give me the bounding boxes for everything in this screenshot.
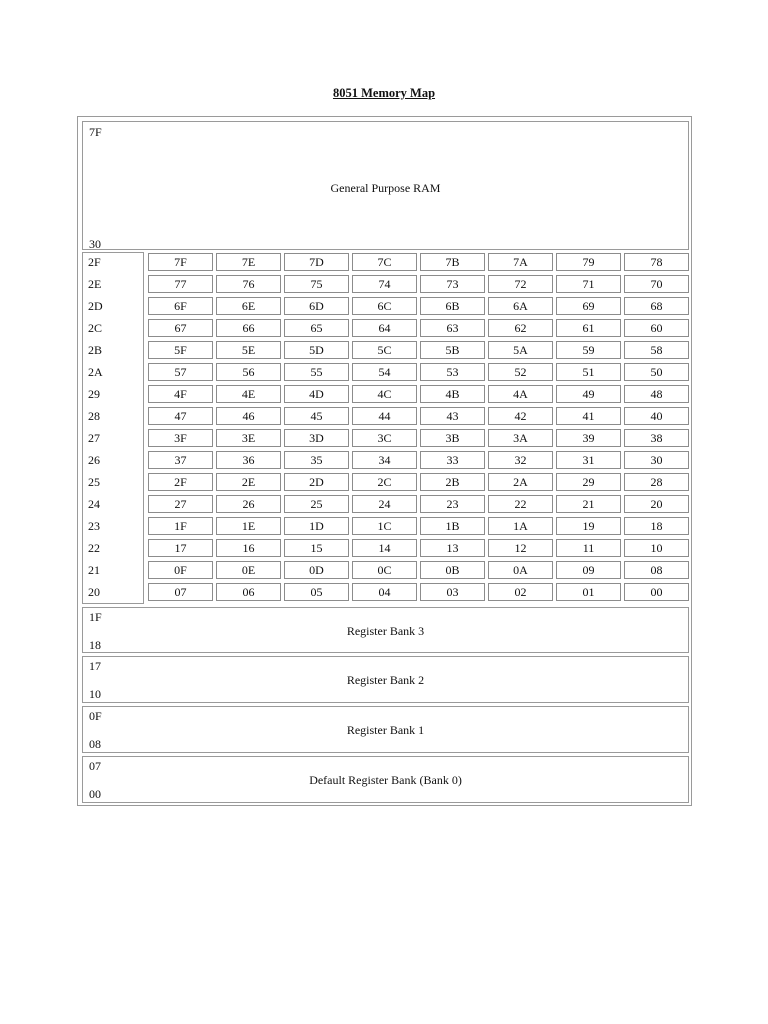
bit-address-cell: 54 <box>352 363 417 381</box>
bit-address-cell: 7D <box>284 253 349 271</box>
bit-address-cell: 71 <box>556 275 621 293</box>
memory-map-table <box>77 116 692 806</box>
bit-address-cell: 5D <box>284 341 349 359</box>
byte-address: 25 <box>88 475 100 489</box>
bit-address-cell: 47 <box>148 407 213 425</box>
bit-address-cell: 51 <box>556 363 621 381</box>
bit-address-cell: 03 <box>420 583 485 601</box>
bit-address-cell: 60 <box>624 319 689 337</box>
bit-address-cell: 24 <box>352 495 417 513</box>
bit-address-cell: 7C <box>352 253 417 271</box>
byte-address: 2C <box>88 321 103 335</box>
byte-address: 28 <box>88 409 100 423</box>
register-bank-3-section <box>82 607 689 653</box>
bit-address-cell: 6B <box>420 297 485 315</box>
bit-address-cell: 18 <box>624 517 689 535</box>
bit-address-cell: 2B <box>420 473 485 491</box>
bit-address-cell: 2C <box>352 473 417 491</box>
bit-address-cell: 5C <box>352 341 417 359</box>
bit-address-cell: 6E <box>216 297 281 315</box>
byte-address: 27 <box>88 431 100 445</box>
general-purpose-ram-section <box>82 121 689 250</box>
bit-address-cell: 10 <box>624 539 689 557</box>
byte-address: 2F <box>88 255 101 269</box>
bit-address-cell: 40 <box>624 407 689 425</box>
bit-address-cell: 73 <box>420 275 485 293</box>
bit-address-cell: 11 <box>556 539 621 557</box>
bit-address-cell: 68 <box>624 297 689 315</box>
bank-bottom-address: 08 <box>89 737 101 751</box>
bit-address-cell: 4A <box>488 385 553 403</box>
bit-address-cell: 2F <box>148 473 213 491</box>
bit-address-cell: 3F <box>148 429 213 447</box>
bank-label: Register Bank 1 <box>346 723 425 737</box>
bit-address-cell: 06 <box>216 583 281 601</box>
bit-address-cell: 00 <box>624 583 689 601</box>
bit-address-cell: 20 <box>624 495 689 513</box>
bit-address-cell: 42 <box>488 407 553 425</box>
bit-address-cell: 33 <box>420 451 485 469</box>
bit-address-cell: 6D <box>284 297 349 315</box>
bit-address-cell: 3B <box>420 429 485 447</box>
bit-address-cell: 6F <box>148 297 213 315</box>
byte-address: 20 <box>88 585 100 599</box>
bit-address-cell: 59 <box>556 341 621 359</box>
bit-address-cell: 5E <box>216 341 281 359</box>
bit-address-cell: 61 <box>556 319 621 337</box>
bit-address-cell: 63 <box>420 319 485 337</box>
bit-address-cell: 44 <box>352 407 417 425</box>
bit-address-cell: 29 <box>556 473 621 491</box>
bank-top-address: 07 <box>89 759 101 773</box>
bank-label: Default Register Bank (Bank 0) <box>309 773 462 787</box>
bit-address-cell: 05 <box>284 583 349 601</box>
bit-address-cell: 1C <box>352 517 417 535</box>
bit-address-cell: 72 <box>488 275 553 293</box>
bit-address-cell: 23 <box>420 495 485 513</box>
bit-address-cell: 2D <box>284 473 349 491</box>
bit-address-cell: 2A <box>488 473 553 491</box>
bit-address-cell: 45 <box>284 407 349 425</box>
bank-label: Register Bank 3 <box>346 624 425 638</box>
bit-address-cell: 58 <box>624 341 689 359</box>
bit-address-cell: 4B <box>420 385 485 403</box>
bit-address-cell: 75 <box>284 275 349 293</box>
bit-address-cell: 4F <box>148 385 213 403</box>
bit-address-cell: 3D <box>284 429 349 447</box>
bit-address-cell: 31 <box>556 451 621 469</box>
bit-address-cell: 41 <box>556 407 621 425</box>
bank-bottom-address: 00 <box>89 787 101 801</box>
bit-address-cell: 07 <box>148 583 213 601</box>
bit-address-cell: 67 <box>148 319 213 337</box>
bit-address-cell: 6A <box>488 297 553 315</box>
bit-address-cell: 16 <box>216 539 281 557</box>
bit-address-cell: 1A <box>488 517 553 535</box>
bit-address-cell: 56 <box>216 363 281 381</box>
bit-address-cell: 69 <box>556 297 621 315</box>
bit-address-cell: 0B <box>420 561 485 579</box>
bit-address-cell: 46 <box>216 407 281 425</box>
byte-address: 2D <box>88 299 103 313</box>
page-title: 8051 Memory Map <box>332 86 436 100</box>
bit-address-cell: 0A <box>488 561 553 579</box>
register-bank-1-section <box>82 706 689 753</box>
bit-address-cell: 13 <box>420 539 485 557</box>
bit-address-cell: 74 <box>352 275 417 293</box>
bit-address-cell: 3E <box>216 429 281 447</box>
bank-top-address: 17 <box>89 659 101 673</box>
bit-address-cell: 27 <box>148 495 213 513</box>
bit-address-cell: 15 <box>284 539 349 557</box>
byte-address: 22 <box>88 541 100 555</box>
bit-address-cell: 7E <box>216 253 281 271</box>
bit-address-cell: 4C <box>352 385 417 403</box>
gp-ram-label: General Purpose RAM <box>330 181 441 195</box>
bit-address-cell: 7F <box>148 253 213 271</box>
bit-address-cell: 02 <box>488 583 553 601</box>
bit-address-cell: 38 <box>624 429 689 447</box>
byte-address: 26 <box>88 453 100 467</box>
bit-address-cell: 5A <box>488 341 553 359</box>
byte-address: 2A <box>88 365 103 379</box>
bit-address-cell: 0F <box>148 561 213 579</box>
bit-address-cell: 01 <box>556 583 621 601</box>
bit-address-cell: 25 <box>284 495 349 513</box>
bit-address-cell: 52 <box>488 363 553 381</box>
bit-address-cell: 21 <box>556 495 621 513</box>
bit-address-cell: 53 <box>420 363 485 381</box>
bank-top-address: 1F <box>89 610 102 624</box>
gp-ram-bottom-address: 30 <box>89 237 101 251</box>
bit-address-cell: 1D <box>284 517 349 535</box>
bit-address-cell: 14 <box>352 539 417 557</box>
bit-address-cell: 08 <box>624 561 689 579</box>
byte-address: 23 <box>88 519 100 533</box>
bank-bottom-address: 10 <box>89 687 101 701</box>
bit-address-cell: 66 <box>216 319 281 337</box>
bit-address-cell: 49 <box>556 385 621 403</box>
bit-address-cell: 34 <box>352 451 417 469</box>
byte-address: 29 <box>88 387 100 401</box>
bit-address-cell: 48 <box>624 385 689 403</box>
bit-address-cell: 55 <box>284 363 349 381</box>
bit-address-cell: 35 <box>284 451 349 469</box>
bit-address-cell: 2E <box>216 473 281 491</box>
bit-address-cell: 76 <box>216 275 281 293</box>
register-bank-2-section <box>82 656 689 703</box>
bit-address-cell: 3C <box>352 429 417 447</box>
bit-address-cell: 3A <box>488 429 553 447</box>
bit-address-cell: 28 <box>624 473 689 491</box>
bit-address-cell: 19 <box>556 517 621 535</box>
bit-address-cell: 22 <box>488 495 553 513</box>
bit-address-cell: 4E <box>216 385 281 403</box>
bit-address-cell: 1F <box>148 517 213 535</box>
bit-address-cell: 5B <box>420 341 485 359</box>
bank-top-address: 0F <box>89 709 102 723</box>
bit-address-cell: 1B <box>420 517 485 535</box>
byte-address: 21 <box>88 563 100 577</box>
bit-address-cell: 7A <box>488 253 553 271</box>
bit-address-cell: 62 <box>488 319 553 337</box>
bit-address-cell: 5F <box>148 341 213 359</box>
byte-address: 24 <box>88 497 100 511</box>
bit-address-cell: 64 <box>352 319 417 337</box>
bit-address-cell: 12 <box>488 539 553 557</box>
bit-address-cell: 77 <box>148 275 213 293</box>
byte-address: 2E <box>88 277 102 291</box>
bit-address-cell: 4D <box>284 385 349 403</box>
bit-address-cell: 37 <box>148 451 213 469</box>
bit-address-cell: 78 <box>624 253 689 271</box>
bank-label: Register Bank 2 <box>346 673 425 687</box>
bit-address-cell: 32 <box>488 451 553 469</box>
bit-address-cell: 09 <box>556 561 621 579</box>
bit-address-cell: 0E <box>216 561 281 579</box>
bit-address-cell: 79 <box>556 253 621 271</box>
gp-ram-top-address: 7F <box>89 125 102 139</box>
bit-address-cell: 1E <box>216 517 281 535</box>
bit-address-cell: 6C <box>352 297 417 315</box>
bank-bottom-address: 18 <box>89 638 101 652</box>
bit-address-cell: 65 <box>284 319 349 337</box>
bit-address-cell: 04 <box>352 583 417 601</box>
bit-address-cell: 7B <box>420 253 485 271</box>
bit-address-cell: 36 <box>216 451 281 469</box>
bit-address-cell: 57 <box>148 363 213 381</box>
bit-address-cell: 30 <box>624 451 689 469</box>
register-bank-0-section <box>82 756 689 803</box>
bit-address-cell: 26 <box>216 495 281 513</box>
bit-address-cell: 70 <box>624 275 689 293</box>
byte-address: 2B <box>88 343 103 357</box>
bit-address-cell: 50 <box>624 363 689 381</box>
bit-address-cell: 0D <box>284 561 349 579</box>
bit-address-cell: 39 <box>556 429 621 447</box>
bit-address-cell: 0C <box>352 561 417 579</box>
bit-address-cell: 43 <box>420 407 485 425</box>
bit-address-cell: 17 <box>148 539 213 557</box>
